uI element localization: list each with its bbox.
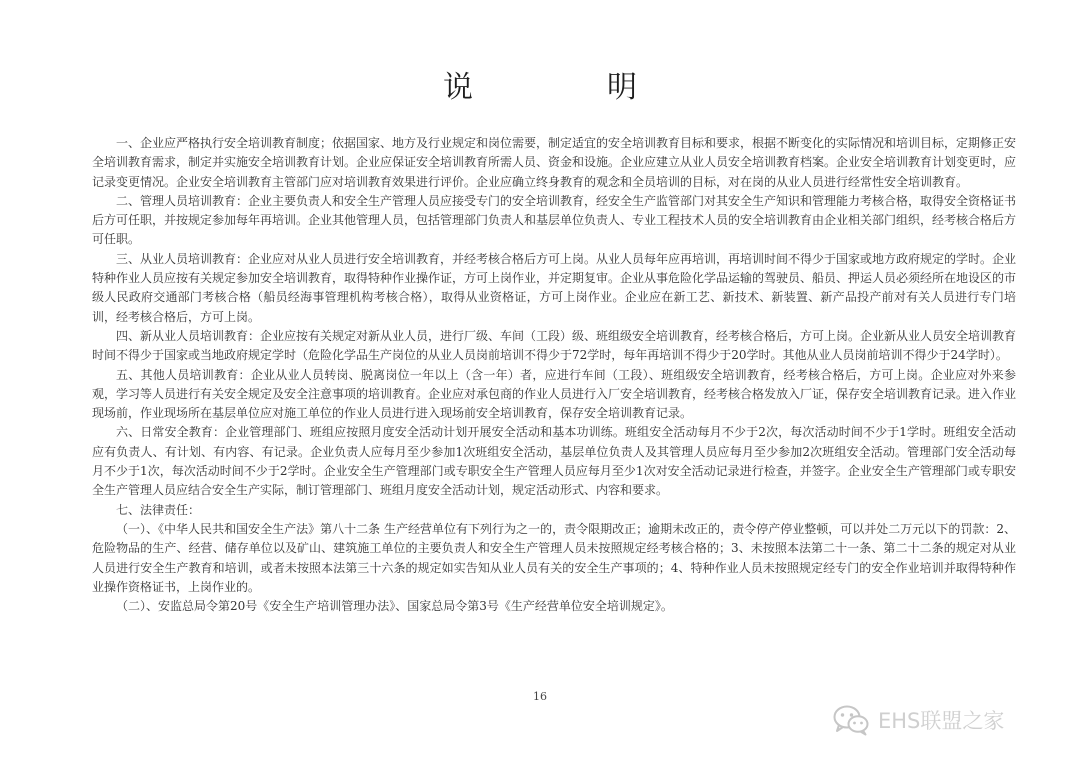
paragraph-3: 三、从业人员培训教育：企业应对从业人员进行安全培训教育，并经考核合格后方可上岗。从业人员每年应再培训，再培训时间不得少于国家或地方政府规定的学时。企业特种作业人员应按有关规定参加安全培训教育，取得特种作业操作证，方可上岗作业，并定期复审。企业从事危险化学品运输的驾驶员、船员、押运人员必须经所在地设区的市级人民政府交通部门考核合格（船员经海事管理机构考核合格），取得从业资格证，方可上岗作业。企业应在新工艺、新技术、新装置、新产品投产前对有关人员进行专门培训，经考核合格后，方可上岗。 [92, 251, 1017, 324]
paragraph-5: 五、其他人员培训教育：企业从业人员转岗、脱离岗位一年以上（含一年）者，应进行车间（工段）、班组级安全培训教育，经考核合格后，方可上岗。企业应对外来参观，学习等人员进行有关安全规定及安全注意事项的培训教育。企业应对承包商的作业人员进行入厂安全培训教育，经考核合格发放入厂证，保存安全培训教育记录。进入作业现场前，作业现场所在基层单位应对施工单位的作业人员进行进入现场前安全培训教育，保存安全培训教育记录。 [92, 367, 1017, 421]
watermark-text: EHS联盟之家 [878, 709, 1005, 733]
paragraph-7: 七、法律责任： [116, 502, 201, 517]
document-body [92, 134, 1016, 616]
watermark [832, 702, 1004, 738]
wechat-icon [832, 704, 870, 736]
paragraph-2: 二、管理人员培训教育：企业主要负责人和安全生产管理人员应接受专门的安全培训教育，经安全生产监管部门对其安全生产知识和管理能力考核合格，取得安全资格证书后方可任职，并按规定参加每年再培训。企业其他管理人员，包括管理部门负责人和基层单位负责人、专业工程技术人员的安全培训教育由企业相关部门组织，经考核合格后方可任职。 [92, 193, 1017, 247]
paragraph-9: （二）、安监总局令第20号《安全生产培训管理办法》、国家总局令第3号《生产经营单位安全培训规定》。 [116, 599, 673, 614]
paragraph-6: 六、日常安全教育：企业管理部门、班组应按照月度安全活动计划开展安全活动和基本功训练。班组安全活动每月不少于2次，每次活动时间不少于1学时。班组安全活动应有负责人、有计划、有内容、有记录。企业负责人应每月至少参加1次班组安全活动，基层单位负责人及其管理人员应每月至少参加2次班组安全活动。管理部门安全活动每月不少于1次，每次活动时间不少于2学时。企业安全生产管理部门或专职安全生产管理人员应每月至少1次对安全活动记录进行检查，并签字。企业安全生产管理部门或专职安全生产管理人员应结合安全生产实际，制订管理部门、班组月度安全活动计划，规定活动形式、内容和要求。 [92, 425, 1016, 498]
page-title: 说 明 [443, 70, 689, 105]
paragraph-8: （一）、《中华人民共和国安全生产法》第八十二条 生产经营单位有下列行为之一的，责令限期改正；逾期未改正的，责令停产停业整顿，可以并处二万元以下的罚款：2、危险物品的生产、经营、储存单位以及矿山、建筑施工单位的主要负责人和安全生产管理人员未按照规定经考核合格的；3、未按照本法第二十一条、第二十二条的规定对从业人员进行安全生产教育和培训，或者未按照本法第三十六条的规定如实告知从业人员有关的安全生产事项的；4、特种作业人员未按照规定经专门的安全作业培训并取得特种作业操作资格证书，上岗作业的。 [92, 521, 1016, 594]
paragraph-1: 一、企业应严格执行安全培训教育制度；依据国家、地方及行业规定和岗位需要，制定适宜的安全培训教育目标和要求，根据不断变化的实际情况和培训目标，定期修正安全培训教育需求，制定并实施安全培训教育计划。企业应保证安全培训教育所需人员、资金和设施。企业应建立从业人员安全培训教育档案。企业安全培训教育计划变更时，应记录变更情况。企业安全培训教育主管部门应对培训教育效果进行评价。企业应确立终身教育的观念和全员培训的目标，对在岗的从业人员进行经常性安全培训教育。 [92, 136, 1017, 189]
paragraph-4: 四、新从业人员培训教育：企业应按有关规定对新从业人员，进行厂级、车间（工段）级、班组级安全培训教育，经考核合格后，方可上岗。企业新从业人员安全培训教育时间不得少于国家或当地政府规定学时（危险化学品生产岗位的从业人员岗前培训不得少于72学时，每年再培训不得少于20学时。其他从业人员岗前培训不得少于24学时）。 [92, 328, 1017, 363]
page-number: 16 [533, 690, 547, 703]
